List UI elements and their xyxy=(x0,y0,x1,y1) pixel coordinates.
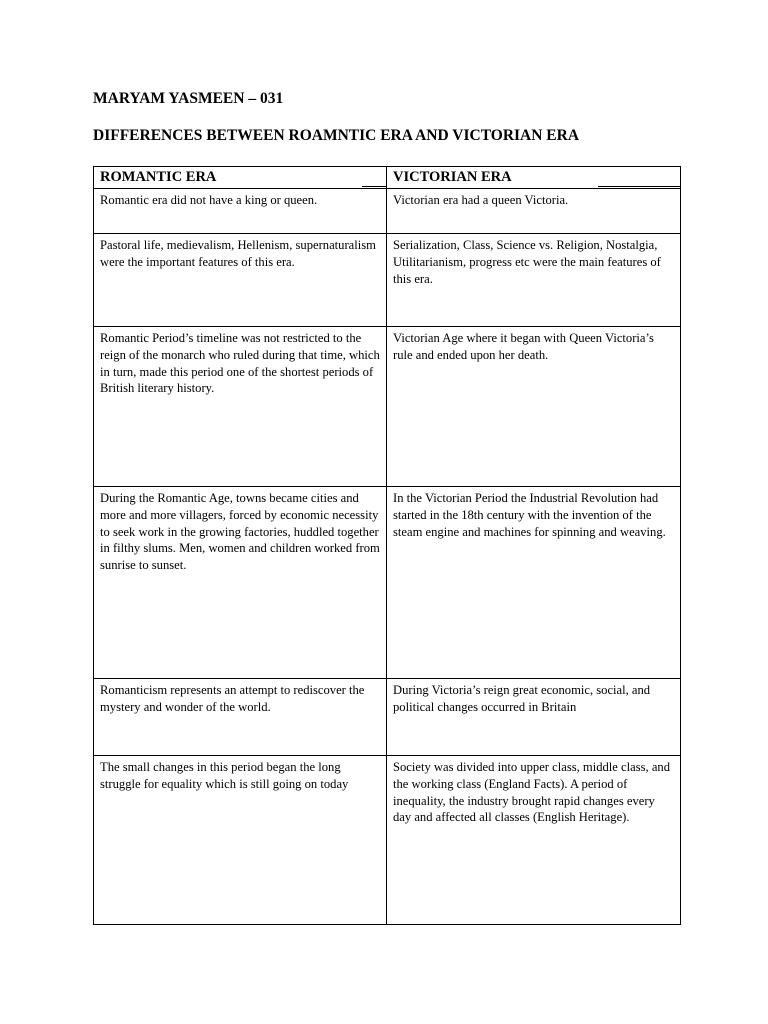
romantic-cell xyxy=(94,756,387,925)
table-row xyxy=(94,234,681,327)
victorian-cell-text: Serialization, Class, Science vs. Religion, Nostalgia, Utilitarianism, progress etc were the main features of this era. xyxy=(393,238,661,286)
comparison-table xyxy=(93,166,681,925)
romantic-cell xyxy=(94,327,387,487)
rule-fragment xyxy=(346,233,392,234)
victorian-cell-text: Victorian era had a queen Victoria. xyxy=(393,193,569,207)
table-row xyxy=(94,679,681,756)
victorian-cell xyxy=(387,327,681,487)
romantic-cell-text: Pastoral life, medievalism, Hellenism, supernaturalism were the important features of this era. xyxy=(100,238,376,269)
header-romantic-era: ROMANTIC ERA xyxy=(94,167,387,189)
romantic-cell-text: Romantic Period’s timeline was not restricted to the reign of the monarch who ruled during that time, which in turn, made this period one of the shortest periods of British literary history. xyxy=(100,331,380,396)
table-row xyxy=(94,189,681,234)
rule-fragment xyxy=(362,186,386,187)
table-row xyxy=(94,756,681,925)
victorian-cell-text: During Victoria’s reign great economic, social, and political changes occurred in Britain xyxy=(393,683,651,714)
table-header-row xyxy=(94,167,681,189)
romantic-cell xyxy=(94,234,387,327)
author-line: MARYAM YASMEEN – 031 xyxy=(93,90,284,107)
victorian-cell-text: In the Victorian Period the Industrial Revolution had started in the 18th century with the invention of the steam engine and machines for spinning and weaving. xyxy=(393,491,666,539)
romantic-cell xyxy=(94,679,387,756)
victorian-cell xyxy=(387,189,681,234)
rule-fragment xyxy=(598,186,680,187)
victorian-cell xyxy=(387,756,681,925)
table-row xyxy=(94,327,681,487)
rule-fragment xyxy=(651,233,680,234)
header-victorian-era: VICTORIAN ERA xyxy=(387,167,681,189)
victorian-cell xyxy=(387,487,681,679)
romantic-cell xyxy=(94,487,387,679)
romantic-cell-text: The small changes in this period began the long struggle for equality which is still going on today xyxy=(100,760,349,791)
document-title: DIFFERENCES BETWEEN ROAMNTIC ERA AND VICTORIAN ERA xyxy=(93,127,580,144)
romantic-cell xyxy=(94,189,387,234)
romantic-cell-text: Romanticism represents an attempt to rediscover the mystery and wonder of the world. xyxy=(100,683,365,714)
romantic-cell-text: Romantic era did not have a king or queen. xyxy=(100,193,318,207)
victorian-cell-text: Society was divided into upper class, middle class, and the working class (England Facts). A period of inequality, the industry brought rapid changes every day and affected all classes (English Heritage). xyxy=(393,760,671,825)
romantic-cell-text: During the Romantic Age, towns became cities and more and more villagers, forced by economic necessity to seek work in the growing factories, huddled together in filthy slums. Men, women and children worked from sunrise to sunset. xyxy=(100,491,380,573)
victorian-cell xyxy=(387,679,681,756)
victorian-cell xyxy=(387,234,681,327)
table-row xyxy=(94,487,681,679)
victorian-cell-text: Victorian Age where it began with Queen Victoria’s rule and ended upon her death. xyxy=(393,331,654,362)
